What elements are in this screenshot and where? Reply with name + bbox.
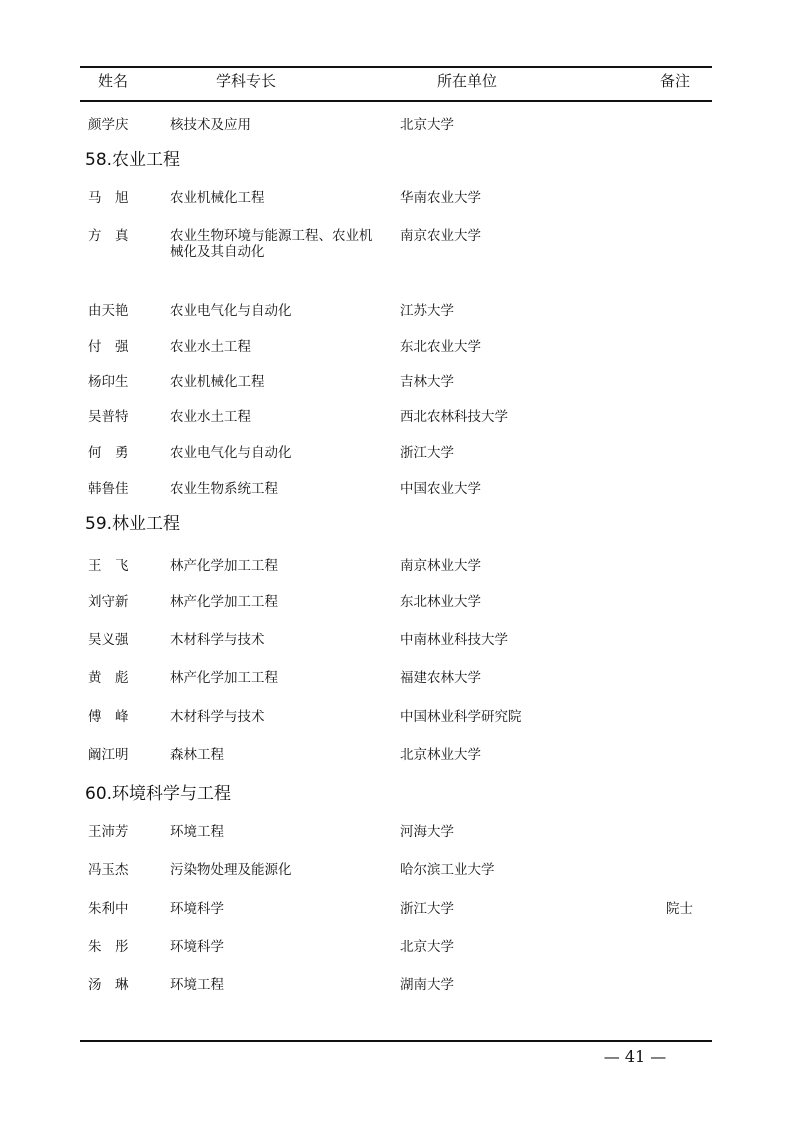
affiliation: 西北农林科技大学 [400, 409, 508, 425]
specialty: 林产化学加工工程 [170, 594, 278, 610]
header-bottom-rule [80, 100, 712, 102]
person-name: 傅 峰 [88, 709, 129, 725]
specialty: 林产化学加工工程 [170, 558, 278, 574]
affiliation: 北京林业大学 [400, 747, 481, 763]
affiliation: 中国农业大学 [400, 481, 481, 497]
specialty: 农业水土工程 [170, 339, 251, 355]
affiliation: 北京大学 [400, 939, 454, 955]
specialty: 林产化学加工工程 [170, 670, 278, 686]
table-row [0, 632, 793, 652]
specialty: 环境科学 [170, 901, 224, 917]
specialty: 森林工程 [170, 747, 224, 763]
table-row [0, 862, 793, 882]
affiliation: 南京林业大学 [400, 558, 481, 574]
person-name: 黄 彪 [88, 670, 129, 686]
affiliation: 福建农林大学 [400, 670, 481, 686]
table-row [0, 303, 793, 323]
person-name: 阚江明 [88, 747, 129, 763]
person-name: 刘守新 [88, 594, 129, 610]
table-row [0, 445, 793, 465]
affiliation: 浙江大学 [400, 445, 454, 461]
affiliation: 北京大学 [400, 117, 454, 133]
affiliation: 南京农业大学 [400, 228, 481, 244]
specialty: 核技术及应用 [170, 117, 251, 133]
person-name: 颜学庆 [88, 117, 129, 133]
affiliation: 东北林业大学 [400, 594, 481, 610]
person-name: 王沛芳 [88, 824, 129, 840]
person-name: 王 飞 [88, 558, 129, 574]
header-top-rule [80, 66, 712, 68]
table-row [0, 481, 793, 501]
specialty: 农业机械化工程 [170, 374, 265, 390]
page-number: — 41 — [603, 1047, 667, 1066]
section-heading-59: 59.林业工程 [85, 514, 181, 534]
specialty: 污染物处理及能源化 [170, 862, 292, 878]
header-field: 学科专长 [216, 72, 277, 90]
affiliation: 中国林业科学研究院 [400, 709, 522, 725]
person-name: 何 勇 [88, 445, 129, 461]
person-name: 付 强 [88, 339, 129, 355]
section-heading-60: 60.环境科学与工程 [85, 784, 232, 804]
affiliation: 河海大学 [400, 824, 454, 840]
affiliation: 东北农业大学 [400, 339, 481, 355]
table-row [0, 594, 793, 614]
specialty: 环境科学 [170, 939, 224, 955]
specialty: 农业机械化工程 [170, 190, 265, 206]
person-name: 汤 琳 [88, 977, 129, 993]
affiliation: 吉林大学 [400, 374, 454, 390]
header-unit: 所在单位 [437, 72, 498, 90]
affiliation: 浙江大学 [400, 901, 454, 917]
header-name: 姓名 [98, 72, 129, 90]
specialty: 农业生物环境与能源工程、农业机械化及其自动化 [170, 228, 373, 260]
affiliation: 华南农业大学 [400, 190, 481, 206]
table-row [0, 824, 793, 844]
specialty: 农业电气化与自动化 [170, 445, 292, 461]
person-name: 朱 彤 [88, 939, 129, 955]
specialty: 农业水土工程 [170, 409, 251, 425]
table-row [0, 977, 793, 997]
table-row [0, 228, 793, 268]
footer-rule [80, 1040, 712, 1042]
person-name: 由天艳 [88, 303, 129, 319]
table-row [0, 747, 793, 767]
affiliation: 哈尔滨工业大学 [400, 862, 495, 878]
specialty: 木材科学与技术 [170, 709, 265, 725]
specialty: 农业生物系统工程 [170, 481, 278, 497]
table-row [0, 558, 793, 578]
person-name: 吴义强 [88, 632, 129, 648]
person-name: 马 旭 [88, 190, 129, 206]
affiliation: 湖南大学 [400, 977, 454, 993]
table-row [0, 409, 793, 429]
table-row [0, 117, 793, 137]
table-row [0, 374, 793, 394]
person-name: 吴普特 [88, 409, 129, 425]
table-row [0, 709, 793, 729]
affiliation: 江苏大学 [400, 303, 454, 319]
person-name: 杨印生 [88, 374, 129, 390]
header-note: 备注 [660, 72, 691, 90]
person-name: 韩鲁佳 [88, 481, 129, 497]
affiliation: 中南林业科技大学 [400, 632, 508, 648]
table-row [0, 190, 793, 210]
table-row [0, 901, 793, 921]
specialty: 环境工程 [170, 824, 224, 840]
specialty: 环境工程 [170, 977, 224, 993]
section-heading-58: 58.农业工程 [85, 150, 181, 170]
specialty: 农业电气化与自动化 [170, 303, 292, 319]
remark: 院士 [666, 901, 693, 917]
table-row [0, 670, 793, 690]
table-row [0, 939, 793, 959]
specialty: 木材科学与技术 [170, 632, 265, 648]
person-name: 朱利中 [88, 901, 129, 917]
table-row [0, 339, 793, 359]
person-name: 方 真 [88, 228, 129, 244]
person-name: 冯玉杰 [88, 862, 129, 878]
